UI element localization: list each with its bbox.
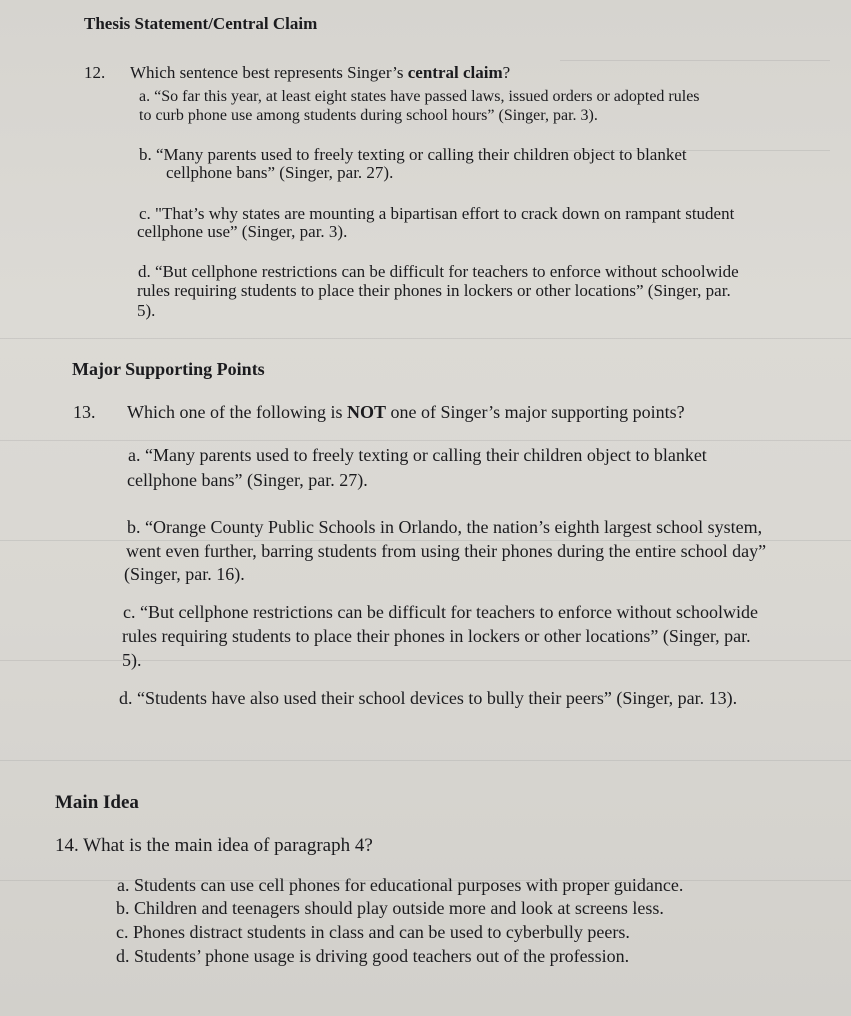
option-c[interactable]: c. Phones distract students in class and can be used to cyberbully peers. bbox=[116, 922, 630, 942]
option-a-line[interactable]: cellphone bans” (Singer, par. 27). bbox=[127, 470, 368, 490]
prompt-text: ? bbox=[502, 63, 511, 82]
option-d-line[interactable]: rules requiring students to place their phones in lockers or other locations” (Singer, par. bbox=[137, 281, 731, 300]
option-c-line[interactable]: 5). bbox=[122, 650, 142, 670]
paper-rule bbox=[560, 60, 830, 61]
option-d-line[interactable]: d. “But cellphone restrictions can be difficult for teachers to enforce without schoolwide bbox=[138, 262, 739, 281]
question-number: 12. bbox=[84, 63, 106, 82]
option-a[interactable]: a. Students can use cell phones for educational purposes with proper guidance. bbox=[117, 875, 684, 895]
option-d-line[interactable]: 5). bbox=[137, 301, 156, 320]
prompt-text: one of Singer’s major supporting points? bbox=[385, 402, 685, 422]
paper-rule bbox=[0, 760, 851, 761]
option-b-line[interactable]: b. “Many parents used to freely texting or calling their children object to blanket bbox=[139, 145, 687, 164]
section-title-thesis: Thesis Statement/Central Claim bbox=[84, 14, 318, 33]
option-a-line[interactable]: to curb phone use among students during school hours” (Singer, par. 3). bbox=[139, 107, 598, 124]
option-b-line[interactable]: (Singer, par. 16). bbox=[124, 564, 245, 584]
option-b-line[interactable]: cellphone bans” (Singer, par. 27). bbox=[166, 163, 394, 182]
option-b[interactable]: b. Children and teenagers should play outside more and look at screens less. bbox=[116, 898, 664, 918]
prompt-emphasis: central claim bbox=[407, 63, 503, 82]
section-title-supporting: Major Supporting Points bbox=[72, 359, 265, 379]
paper-rule bbox=[0, 338, 851, 339]
prompt-text: Which one of the following is bbox=[127, 402, 347, 422]
paper-rule bbox=[0, 440, 851, 441]
prompt-text: What is the main idea of paragraph 4? bbox=[83, 835, 373, 856]
option-c-line[interactable]: rules requiring students to place their phones in lockers or other locations” (Singer, par. bbox=[122, 626, 751, 646]
option-a-line[interactable]: a. “So far this year, at least eight states have passed laws, issued orders or adopted rules bbox=[139, 88, 700, 105]
option-c-line[interactable]: c. “But cellphone restrictions can be difficult for teachers to enforce without schoolwide bbox=[123, 602, 758, 622]
option-c-line[interactable]: c. "That’s why states are mounting a bipartisan effort to crack down on rampant student bbox=[139, 204, 735, 223]
question-prompt bbox=[55, 835, 373, 857]
option-b-line[interactable]: went even further, barring students from using their phones during the entire school day” bbox=[126, 541, 767, 561]
option-d-line[interactable]: d. “Students have also used their school devices to bully their peers” (Singer, par. 13). bbox=[119, 688, 738, 708]
question-prompt bbox=[127, 402, 685, 423]
question-number: 14. bbox=[55, 835, 79, 856]
option-d[interactable]: d. Students’ phone usage is driving good teachers out of the profession. bbox=[116, 946, 630, 966]
question-prompt bbox=[130, 63, 510, 83]
prompt-text: Which sentence best represents Singer’s bbox=[130, 63, 408, 82]
section-title-main-idea: Main Idea bbox=[55, 792, 139, 813]
option-a-line[interactable]: a. “Many parents used to freely texting or calling their children object to blanket bbox=[128, 445, 707, 465]
option-b-line[interactable]: b. “Orange County Public Schools in Orlando, the nation’s eighth largest school system, bbox=[127, 517, 763, 537]
option-c-line[interactable]: cellphone use” (Singer, par. 3). bbox=[137, 222, 348, 241]
question-number: 13. bbox=[73, 402, 96, 422]
prompt-emphasis: NOT bbox=[346, 402, 386, 422]
